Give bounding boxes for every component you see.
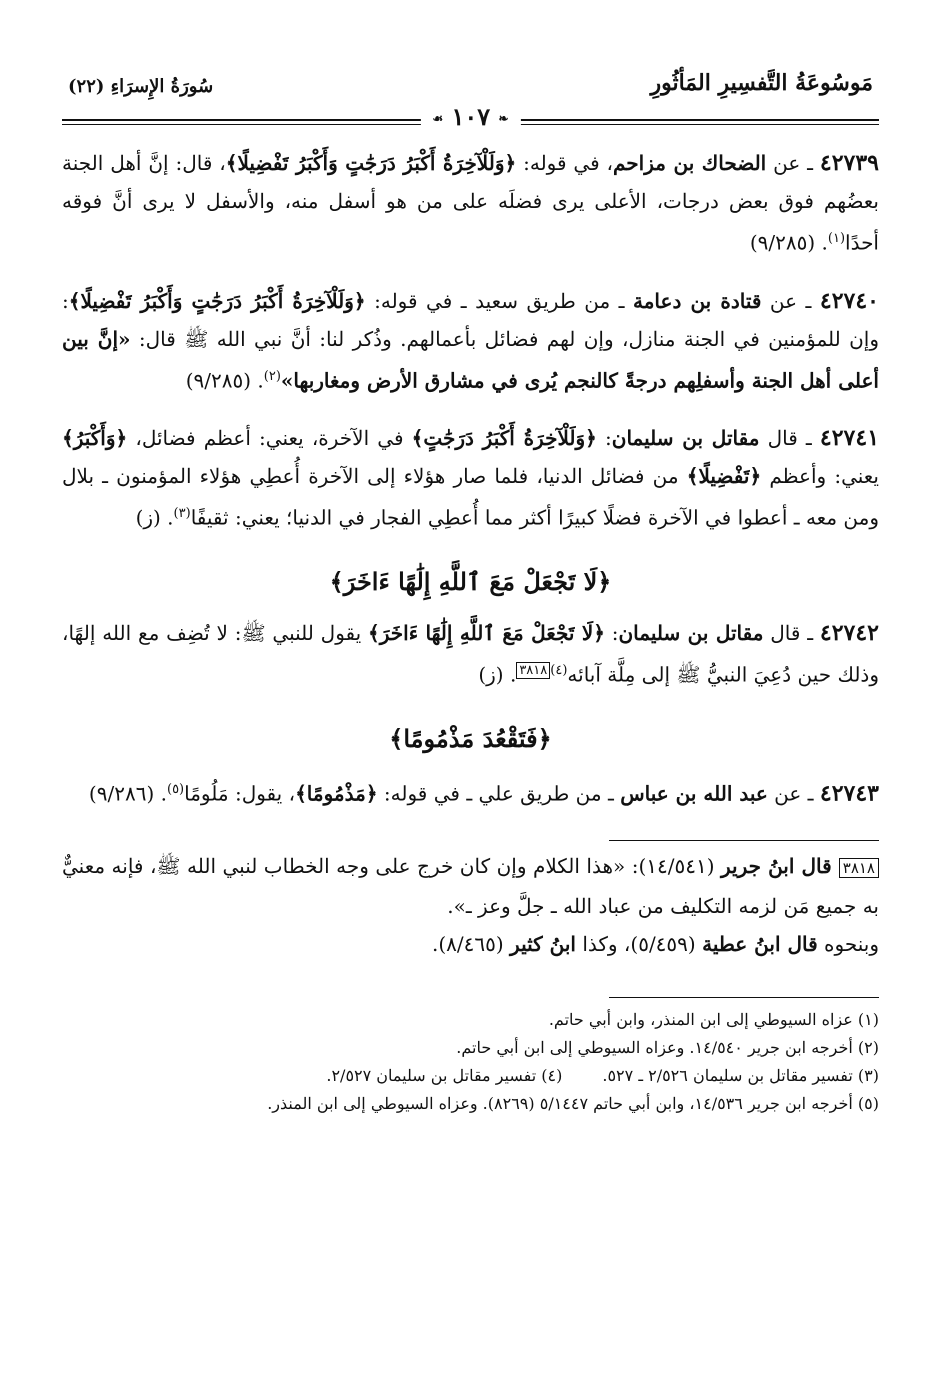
footnote-ref: (٢) — [263, 368, 281, 384]
footnote-ref: (٥) — [166, 781, 185, 797]
entry-text: في الآخرة، يعني: أعظم فضائل، — [127, 426, 412, 451]
entry-text: ـ من طريق علي ـ في قوله: — [377, 781, 621, 806]
entry-42743 — [62, 771, 879, 813]
commentary-text: (٥/٤٥٩)، وكذا — [575, 932, 703, 957]
commentary-block — [62, 847, 879, 963]
page-number-text: ١٠٧ — [451, 102, 491, 131]
entry-text: ، في قوله: — [516, 151, 613, 175]
footnote-2: (٢) أخرجه ابن جرير ١٤/٥٤٠. وعزاه السيوطي إلى ابن أبي حاتم. — [456, 1038, 879, 1058]
entry-text: ، يقول: مَلُومًا — [184, 781, 296, 806]
footnotes — [62, 1006, 879, 1118]
footnote-row — [62, 1062, 879, 1090]
footnote-4: (٤) تفسير مقاتل بن سليمان ٢/٥٢٧. — [326, 1066, 563, 1086]
verse-heading: ﴿فَتَقْعُدَ مَذْمُومًا﴾ — [389, 723, 552, 753]
entry-text: يقول للنبي ﷺ: لا تُضِف مع الله إلهًا، وذلك حين دُعِيَ النبيُّ ﷺ إلى مِلَّة آبائه — [62, 620, 879, 687]
entry-42742 — [62, 614, 879, 694]
narrator-name: عبد الله بن عباس — [620, 781, 768, 806]
quran-verse: ﴿لَا تَجْعَلْ مَعَ ٱللَّهِ إِلَٰهًا ءَاخَرَ﴾ — [368, 620, 605, 645]
entry-number: ٤٢٧٤٢ — [819, 619, 879, 646]
narrator-name: قتادة بن دعامة — [633, 288, 762, 313]
entry-source: . (٩/٢٨٥) — [185, 368, 264, 393]
entry-text: يعني: وأعظم — [761, 464, 879, 489]
narrator-name: الضحاك بن مزاحم — [613, 151, 767, 175]
commentary-divider — [609, 840, 879, 841]
narrator-name: مقاتل بن سليمان — [611, 426, 760, 451]
entry-number: ٤٢٧٤١ — [819, 425, 880, 452]
commentary-text: (١٤/٥٤١): «هذا الكلام وإن كان خرج على وجه الخطاب لنبي الله ﷺ، فإنه معنيٌّ به جميع مَن لزمه التكليف من عباد الله ـ جلَّ وعز ـ». — [62, 854, 879, 919]
entry-text: ـ قال — [759, 426, 820, 451]
hadith-text: «إنَّ بين أعلى أهل الجنة وأسفلِهم درجةً كالنجم يُرى في مشارق الأرض ومغاربها» — [62, 326, 879, 393]
surah-title: سُورَةُ الإِسرَاءِ (٢٢) — [68, 76, 214, 97]
commentary-author: قال ابنُ عطية — [702, 932, 818, 957]
ornament-icon: ☙ — [432, 111, 444, 126]
entry-text: : — [604, 620, 619, 645]
entry-text: : — [596, 426, 612, 451]
entry-text: : وإن للمؤمنين في الجنة منازل، وإن لهم فضائل بأعمالهم. وذُكر لنا: أنَّ نبي الله ﷺ قال: — [62, 288, 879, 351]
entry-source: . (ز) — [135, 505, 174, 530]
entry-text: ـ عن — [767, 781, 820, 806]
commentary-author: قال ابنُ جرير — [721, 854, 839, 879]
commentary-text: (٨/٤٦٥). — [431, 932, 511, 957]
book-title: مَوسُوعَةُ التَّفسِيرِ المَأثُورِ — [650, 70, 873, 96]
footnote-3: (٣) تفسير مقاتل بن سليمان ٢/٥٢٦ ـ ٥٢٧. — [602, 1066, 879, 1086]
quran-verse: ﴿تَفْضِيلًا﴾ — [686, 464, 762, 489]
entry-source: . (٩/٢٨٥) — [749, 230, 828, 255]
footnote-5: (٥) أخرجه ابن جرير ١٤/٥٣٦، وابن أبي حاتم ٥/١٤٤٧ (٨٢٦٩). وعزاه السيوطي إلى ابن المنذر. — [267, 1094, 879, 1114]
commentary-ref-box: ٣٨١٨ — [516, 662, 550, 679]
entry-text: ـ عن — [761, 288, 820, 313]
entry-42741 — [62, 419, 879, 537]
entry-number: ٤٢٧٣٩ — [819, 150, 879, 176]
footnote-1: (١) عزاه السيوطي إلى ابن المنذر، وابن أبي حاتم. — [548, 1010, 879, 1030]
footnote-ref: (٣) — [173, 506, 191, 522]
entry-text: ، قال: إنَّ أهل الجنة بعضُهم فوق بعض درجات، الأعلى يرى فضلَه على من هو أسفل منه، والأسفل لا يرى أنَّ فوقه أحدًا — [62, 151, 879, 255]
entry-source: . (٩/٢٨٦) — [88, 781, 167, 806]
quran-verse: ﴿وَلَلْآخِرَةُ أَكْبَرُ دَرَجَٰتٍ وَأَكْبَرُ تَفْضِيلًا﴾ — [68, 288, 366, 313]
entry-text: ـ عن — [766, 151, 820, 175]
entry-number: ٤٢٧٤٣ — [819, 780, 879, 807]
ornament-icon: ❧ — [498, 111, 509, 126]
entry-source: . (ز) — [478, 662, 517, 687]
commentary-text: وبنحوه — [817, 932, 879, 957]
verse-heading: ﴿لَا تَجْعَلْ مَعَ ٱللَّهِ إِلَٰهًا ءَاخَرَ﴾ — [329, 566, 612, 596]
quran-verse: ﴿وَلَلْآخِرَةُ أَكْبَرُ دَرَجَٰتٍ وَأَكْبَرُ تَفْضِيلًا﴾ — [225, 151, 517, 175]
entry-text: من فضائل الدنيا، فلما صار هؤلاء إلى الآخرة أُعطِي هؤلاء المؤمنون ـ بلال ومن معه ـ أعطوا في الآخرة فضلًا كبيرًا أكثر مما أُعطِي الفجار في الدنيا؛ يعني: ثقيفًا — [62, 464, 879, 530]
entry-number: ٤٢٧٤٠ — [819, 287, 879, 314]
commentary-author: ابنُ كثير — [510, 932, 576, 957]
footnote-ref: (١) — [827, 231, 846, 246]
commentary-number-box: ٣٨١٨ — [839, 858, 879, 878]
entry-42740 — [62, 282, 879, 400]
narrator-name: مقاتل بن سليمان — [618, 620, 764, 645]
header-rule — [62, 102, 879, 131]
page-number — [420, 102, 520, 134]
quran-verse: ﴿وَأَكْبَرُ﴾ — [62, 426, 128, 451]
entry-text: ـ قال — [763, 620, 820, 645]
entry-42739 — [62, 144, 879, 262]
footnote-divider — [609, 997, 879, 998]
quran-verse: ﴿مَذْمُومًا﴾ — [295, 781, 378, 806]
entry-text: ـ من طريق سعيد ـ في قوله: — [365, 288, 633, 313]
footnote-ref: (٤) — [550, 662, 568, 678]
quran-verse: ﴿وَلَلْآخِرَةُ أَكْبَرُ دَرَجَٰتٍ﴾ — [411, 426, 597, 451]
